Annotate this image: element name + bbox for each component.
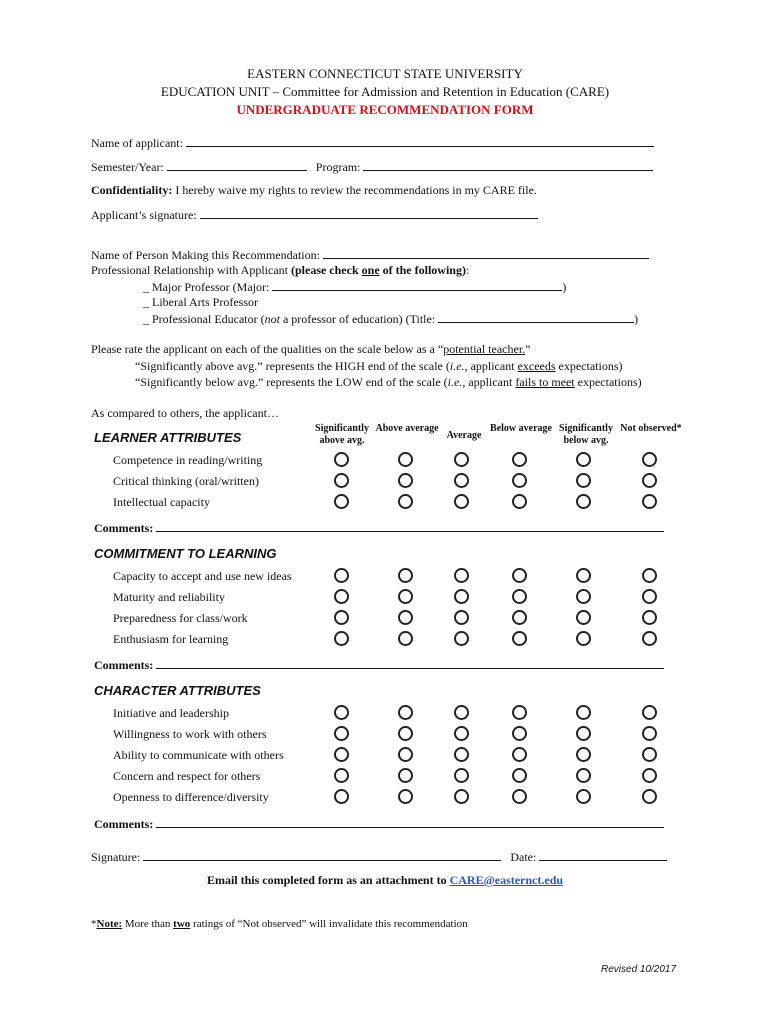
rating-radio[interactable] <box>512 473 527 488</box>
rating-radio[interactable] <box>576 726 591 741</box>
rating-radio[interactable] <box>642 631 657 646</box>
rating-radio[interactable] <box>398 589 413 604</box>
item-label: Capacity to accept and use new ideas <box>113 569 292 583</box>
rating-radio[interactable] <box>512 705 527 720</box>
email-instruction <box>0 873 770 888</box>
rating-radio[interactable] <box>642 726 657 741</box>
university-name: EASTERN CONNECTICUT STATE UNIVERSITY <box>247 66 523 81</box>
rating-radio[interactable] <box>576 494 591 509</box>
instruction-1-end: ” <box>525 342 531 356</box>
rating-radio[interactable] <box>398 452 413 467</box>
rating-radio[interactable] <box>334 631 349 646</box>
rating-radio[interactable] <box>512 631 527 646</box>
date-label: Date: <box>510 850 537 864</box>
relationship-instruction-end: of the following) <box>379 263 466 277</box>
rating-radio[interactable] <box>642 789 657 804</box>
note-text: More than <box>122 918 174 930</box>
rating-radio[interactable] <box>576 610 591 625</box>
rating-radio[interactable] <box>576 452 591 467</box>
rating-radio[interactable] <box>512 589 527 604</box>
rating-radio[interactable] <box>642 610 657 625</box>
item-label: Enthusiasm for learning <box>113 632 229 646</box>
rating-radio[interactable] <box>398 610 413 625</box>
header-below-average: Below average <box>490 423 552 434</box>
rating-radio[interactable] <box>454 568 469 583</box>
recommender-name-field[interactable] <box>323 247 649 259</box>
note <box>91 918 468 930</box>
rating-radio[interactable] <box>642 747 657 762</box>
comments-label: Comments: <box>94 521 154 535</box>
instruction-3-ie: i.e. <box>447 375 463 389</box>
note-label: Note: <box>96 918 123 930</box>
item-label: Intellectual capacity <box>113 495 210 509</box>
rating-radio[interactable] <box>398 631 413 646</box>
liberal-label: Liberal Arts Professor <box>152 295 258 309</box>
section-title-learner: LEARNER ATTRIBUTES <box>94 430 242 445</box>
email-link[interactable]: CARE@easternct.edu <box>449 873 564 887</box>
major-field[interactable] <box>272 279 562 291</box>
title-field[interactable] <box>438 311 634 323</box>
email-text: Email this completed form as an attachment to <box>206 873 450 887</box>
section-title-commitment: COMMITMENT TO LEARNING <box>94 546 277 561</box>
revised-date: Revised 10/2017 <box>601 964 677 975</box>
instruction-line-2 <box>135 359 623 374</box>
rating-radio[interactable] <box>576 789 591 804</box>
header-above-average: Above average <box>375 423 439 434</box>
rating-radio[interactable] <box>512 768 527 783</box>
rating-radio[interactable] <box>512 610 527 625</box>
rating-radio[interactable] <box>642 568 657 583</box>
rating-radio[interactable] <box>454 747 469 762</box>
header-significantly-below: Significantly below avg. <box>559 423 613 446</box>
rating-radio[interactable] <box>454 631 469 646</box>
rating-radio[interactable] <box>398 768 413 783</box>
instruction-3-mid: , applicant <box>462 375 516 389</box>
educator-label: Professional Educator ( <box>152 312 265 326</box>
applicant-signature-label: Applicant’s signature: <box>91 208 197 222</box>
rating-radio[interactable] <box>454 589 469 604</box>
applicant-name-label: Name of applicant: <box>91 136 183 150</box>
educator-check-blank[interactable]: _ <box>143 312 149 326</box>
major-label: Major Professor (Major: <box>152 280 270 294</box>
rating-radio[interactable] <box>642 768 657 783</box>
rating-radio[interactable] <box>512 568 527 583</box>
item-label: Critical thinking (oral/written) <box>113 474 259 488</box>
item-label: Competence in reading/writing <box>113 453 263 467</box>
rating-radio[interactable] <box>398 705 413 720</box>
applicant-signature-row <box>91 207 538 223</box>
header-significantly-above: Significantly above avg. <box>315 423 369 446</box>
relationship-row <box>91 263 469 278</box>
applicant-name-row <box>91 135 654 151</box>
rating-radio[interactable] <box>334 789 349 804</box>
item-label: Willingness to work with others <box>113 727 267 741</box>
note-star: * <box>91 918 97 930</box>
signature-row <box>91 849 667 865</box>
item-label: Initiative and leadership <box>113 706 229 720</box>
rating-radio[interactable] <box>512 452 527 467</box>
instruction-2-mid: , applicant <box>464 359 518 373</box>
unit-name: EDUCATION UNIT – Committee for Admission and Retention in Education (CARE) <box>160 84 610 99</box>
applicant-signature-field[interactable] <box>200 207 538 219</box>
rating-radio[interactable] <box>642 705 657 720</box>
compared-text: As compared to others, the applicant… <box>91 406 279 420</box>
major-check-blank[interactable]: _ <box>143 280 149 294</box>
item-label: Preparedness for class/work <box>113 611 248 625</box>
instruction-line-1 <box>91 342 531 357</box>
comments-row <box>94 520 664 536</box>
educator-not: not <box>264 312 280 326</box>
confidentiality-row <box>91 183 537 198</box>
relationship-colon: : <box>465 263 470 277</box>
rating-radio[interactable] <box>398 789 413 804</box>
rating-radio[interactable] <box>454 473 469 488</box>
rating-radio[interactable] <box>334 452 349 467</box>
note-text-end: ratings of “Not observed” will invalidate this recommendation <box>190 918 468 930</box>
rating-radio[interactable] <box>454 768 469 783</box>
semester-row <box>91 159 653 175</box>
instruction-3-fails: fails to meet <box>515 375 575 389</box>
program-field[interactable] <box>363 159 653 171</box>
instruction-2-end: expectations) <box>555 359 623 373</box>
date-field[interactable] <box>539 849 667 861</box>
rating-radio[interactable] <box>576 473 591 488</box>
rating-radio[interactable] <box>512 789 527 804</box>
rating-radio[interactable] <box>398 494 413 509</box>
rating-radio[interactable] <box>576 589 591 604</box>
comments-label: Comments: <box>94 817 154 831</box>
rating-radio[interactable] <box>334 610 349 625</box>
relationship-instruction-one: one <box>361 263 380 277</box>
program-label: Program: <box>315 160 361 174</box>
rating-radio[interactable] <box>576 568 591 583</box>
rating-radio[interactable] <box>576 747 591 762</box>
applicant-name-field[interactable] <box>186 135 654 147</box>
rating-radio[interactable] <box>334 473 349 488</box>
rating-radio[interactable] <box>398 726 413 741</box>
educator-label-mid: a professor of education) (Title: <box>279 312 436 326</box>
form-title: UNDERGRADUATE RECOMMENDATION FORM <box>236 102 534 117</box>
major-close-paren: ) <box>562 280 567 294</box>
rating-radio[interactable] <box>576 631 591 646</box>
rating-radio[interactable] <box>576 705 591 720</box>
relationship-label: Professional Relationship with Applicant <box>91 263 288 277</box>
signature-label: Signature: <box>91 850 141 864</box>
rating-radio[interactable] <box>454 726 469 741</box>
instruction-2-ie: i.e. <box>449 359 465 373</box>
rating-radio[interactable] <box>398 473 413 488</box>
rating-radio[interactable] <box>334 589 349 604</box>
item-label: Openness to difference/diversity <box>113 790 269 804</box>
comments-label: Comments: <box>94 658 154 672</box>
semester-field[interactable] <box>167 159 307 171</box>
rating-radio[interactable] <box>454 452 469 467</box>
comments-field[interactable] <box>156 520 664 532</box>
recommender-name-row <box>91 247 649 263</box>
rating-radio[interactable] <box>642 494 657 509</box>
note-two: two <box>173 918 191 930</box>
rating-radio[interactable] <box>454 494 469 509</box>
item-label: Concern and respect for others <box>113 769 261 783</box>
instruction-3-end: expectations) <box>574 375 642 389</box>
rating-radio[interactable] <box>642 452 657 467</box>
potential-teacher: potential teacher. <box>443 342 526 356</box>
rating-radio[interactable] <box>334 568 349 583</box>
rating-radio[interactable] <box>454 789 469 804</box>
comments-row <box>94 816 664 832</box>
rating-radio[interactable] <box>334 705 349 720</box>
comments-field[interactable] <box>156 657 664 669</box>
signature-field[interactable] <box>143 849 501 861</box>
rating-radio[interactable] <box>512 747 527 762</box>
rating-radio[interactable] <box>642 473 657 488</box>
rating-radio[interactable] <box>642 589 657 604</box>
rating-radio[interactable] <box>454 610 469 625</box>
relationship-instruction: (please check <box>290 263 362 277</box>
rating-radio[interactable] <box>576 768 591 783</box>
section-title-character: CHARACTER ATTRIBUTES <box>94 683 261 698</box>
option-professional-educator[interactable] <box>143 311 638 327</box>
educator-close-paren: ) <box>634 312 639 326</box>
rating-radio[interactable] <box>512 726 527 741</box>
rating-radio[interactable] <box>512 494 527 509</box>
rating-radio[interactable] <box>398 568 413 583</box>
instruction-2-text: “Significantly above avg.” represents the HIGH end of the scale ( <box>135 359 450 373</box>
semester-label: Semester/Year: <box>91 160 164 174</box>
instruction-2-exceeds: exceeds <box>517 359 556 373</box>
option-liberal-arts[interactable] <box>143 295 258 310</box>
confidentiality-text: I hereby waive my rights to review the recommendations in my CARE file. <box>175 183 537 197</box>
option-major-professor[interactable] <box>143 279 566 295</box>
header-average: Average <box>446 430 482 441</box>
comments-field[interactable] <box>156 816 664 828</box>
rating-radio[interactable] <box>454 705 469 720</box>
instruction-3-text: “Significantly below avg.” represents the LOW end of the scale ( <box>135 375 448 389</box>
confidentiality-label: Confidentiality: <box>91 183 173 197</box>
rating-radio[interactable] <box>398 747 413 762</box>
item-label: Maturity and reliability <box>113 590 225 604</box>
header-not-observed: Not observed* <box>620 423 682 434</box>
instruction-line-3 <box>135 375 642 390</box>
comments-row <box>94 657 664 673</box>
rating-radio[interactable] <box>334 768 349 783</box>
recommender-name-label: Name of Person Making this Recommendation: <box>91 248 320 262</box>
rating-radio[interactable] <box>334 494 349 509</box>
instruction-1-text: Please rate the applicant on each of the qualities on the scale below as a “ <box>91 342 444 356</box>
liberal-check-blank[interactable]: _ <box>143 295 149 309</box>
rating-radio[interactable] <box>334 726 349 741</box>
item-label: Ability to communicate with others <box>113 748 284 762</box>
rating-radio[interactable] <box>334 747 349 762</box>
